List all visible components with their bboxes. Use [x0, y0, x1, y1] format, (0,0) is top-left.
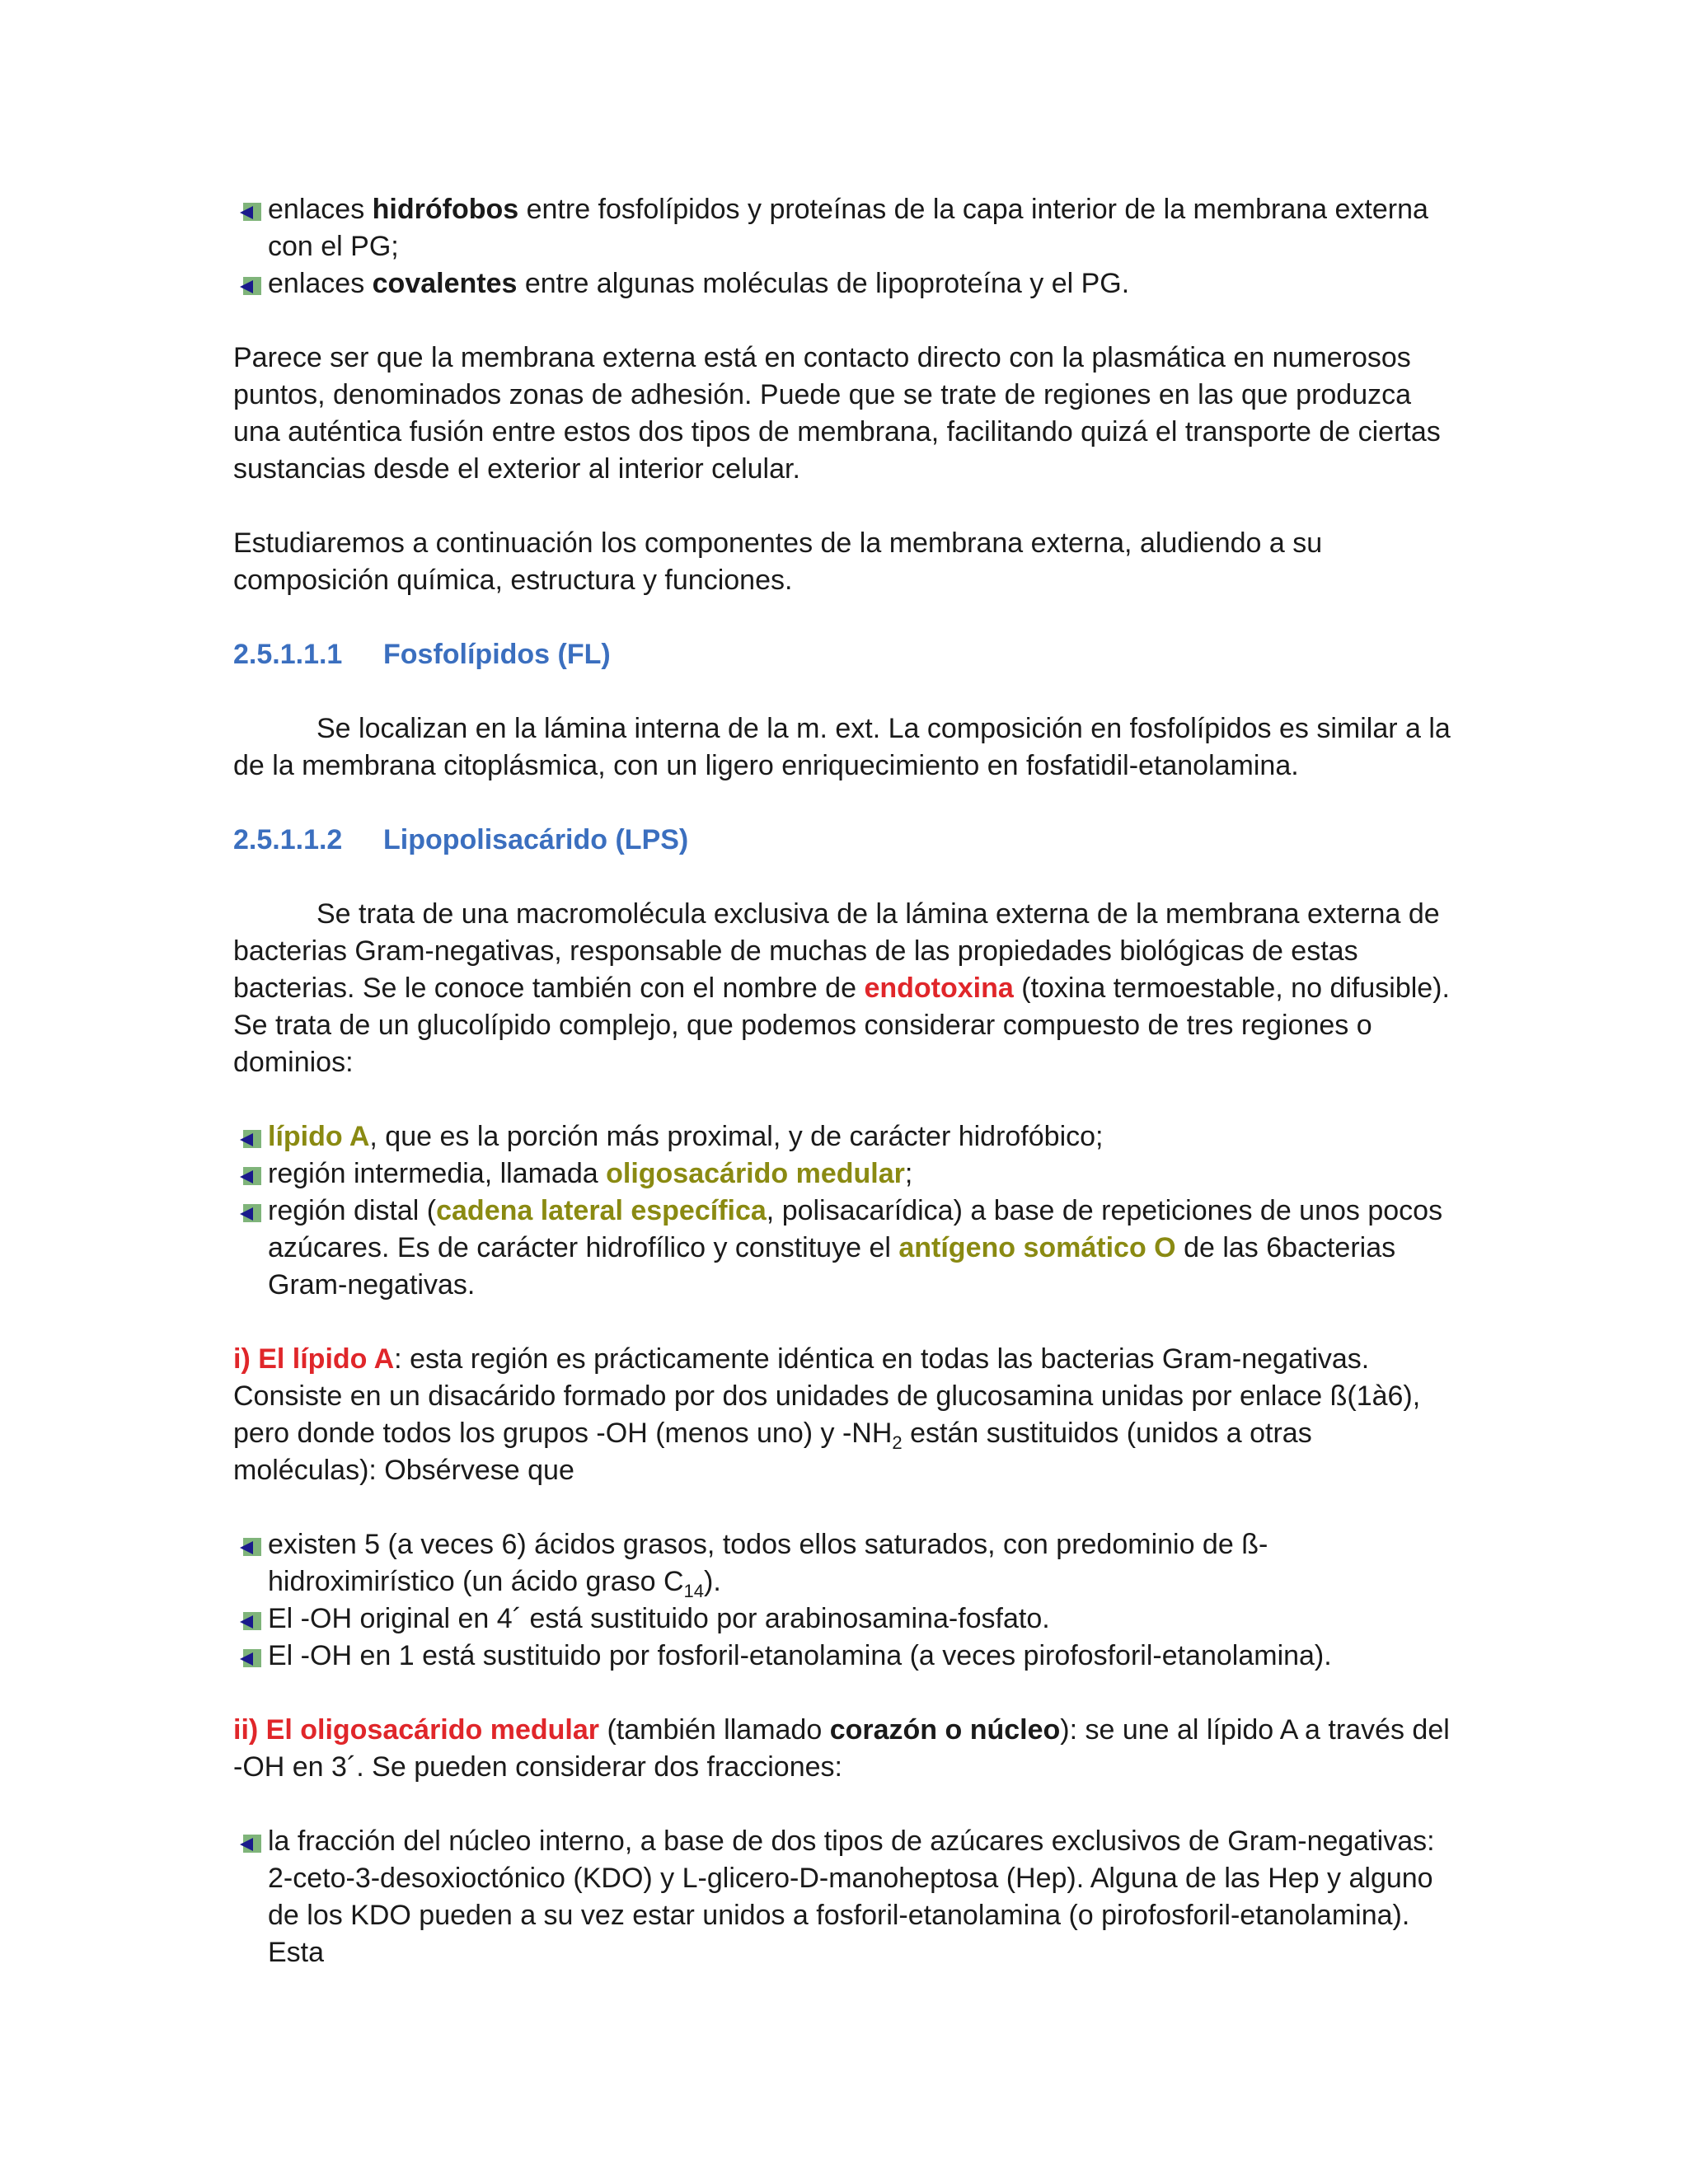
highlight-term: endotoxina	[864, 972, 1014, 1004]
text-run: enlaces	[268, 268, 373, 299]
bold-term: covalentes	[372, 268, 518, 299]
section-number: 2.5.1.1.2	[233, 824, 343, 855]
paragraph-lipido-a	[233, 1341, 1453, 1489]
bullet-arrow-icon	[240, 1649, 261, 1667]
text-run: : esta región es prácticamente idéntica en todas las bacterias Gram-negativas. Consiste en un disacárido formado por dos unidades de glucosamina unidas por enlace ß(1à6), pero donde todos los grupos -OH (menos uno) y -NH	[233, 1343, 1421, 1449]
text-run: El -OH en 1 está sustituido por fosforil-etanolamina (a veces pirofosforil-etanolamina).	[268, 1640, 1332, 1671]
text-run: región distal (	[268, 1195, 437, 1226]
text-run: entre algunas moléculas de lipoproteína y el PG.	[517, 268, 1130, 299]
highlight-term: oligosacárido medular	[606, 1158, 905, 1189]
text-run: de las 6bacterias Gram-negativas.	[268, 1232, 1396, 1301]
bullet-arrow-icon	[240, 1538, 261, 1556]
bold-term: hidrófobos	[372, 194, 519, 225]
subscript: 2	[892, 1432, 903, 1453]
highlight-term: ii) El oligosacárido medular	[233, 1714, 599, 1746]
section-title: Lipopolisacárido (LPS)	[383, 824, 689, 855]
bullet-arrow-icon	[240, 1167, 261, 1185]
bullet-item	[233, 1601, 1453, 1638]
bullet-item	[233, 1638, 1453, 1675]
text-run: entre fosfolípidos y proteínas de la capa interior de la membrana externa con el PG;	[268, 194, 1428, 262]
section-title: Fosfolípidos (FL)	[383, 639, 611, 670]
paragraph-estudiaremos: Estudiaremos a continuación los componentes de la membrana externa, aludiendo a su composición química, estructura y funciones.	[233, 527, 1323, 596]
text-run: , polisacarídica) a base de repeticiones de unos pocos azúcares. Es de carácter hidrofílico y constituye el	[268, 1195, 1443, 1263]
text-run: enlaces	[268, 194, 373, 225]
bullet-item	[233, 191, 1453, 265]
bullet-item	[233, 1118, 1453, 1155]
text-run: ).	[704, 1566, 721, 1597]
paragraph-lps	[233, 896, 1453, 1081]
text-run: región intermedia, llamada	[268, 1158, 607, 1189]
bullet-arrow-icon	[240, 1835, 261, 1853]
page-content	[233, 191, 1453, 1971]
bullet-item	[233, 1526, 1453, 1601]
section-heading-lps	[233, 822, 1453, 859]
bullet-arrow-icon	[240, 1612, 261, 1630]
text-run: El -OH original en 4´ está sustituido por arabinosamina-fosfato.	[268, 1603, 1050, 1634]
highlight-term: i) El lípido A	[233, 1343, 395, 1375]
text-run: ): se une al lípido A a través del -OH en 3´. Se pueden considerar dos fracciones:	[233, 1714, 1450, 1783]
bullet-arrow-icon	[240, 277, 261, 295]
text-run: la fracción del núcleo interno, a base de dos tipos de azúcares exclusivos de Gram-negativas: 2-ceto-3-desoxioctónico (KDO) y L-glicero-D-manoheptosa (Hep). Alguna de las Hep y alguno de los KDO pueden a su vez estar unidos a fosforil-etanolamina (o pirofosforil-etanolamina). Esta	[268, 1825, 1435, 1968]
highlight-term: cadena lateral específica	[436, 1195, 767, 1226]
bold-term: corazón o núcleo	[829, 1714, 1061, 1746]
paragraph-adhesion: Parece ser que la membrana externa está en contacto directo con la plasmática en numerosos puntos, denominados zonas de adhesión. Puede que se trate de regiones en las que produzca una auténtica fusión entre estos dos tipos de membrana, facilitando quizá el transporte de ciertas sustancias desde el exterior al interior celular.	[233, 342, 1441, 485]
section-number: 2.5.1.1.1	[233, 639, 343, 670]
bullet-item	[233, 265, 1453, 302]
text-run: están sustituidos (unidos a otras moléculas): Obsérvese que	[233, 1418, 1312, 1486]
text-run: (toxina termoestable, no difusible). Se trata de un glucolípido complejo, que podemos considerar compuesto de tres regiones o dominios:	[233, 972, 1450, 1078]
paragraph-fosfolipidos: Se localizan en la lámina interna de la m. ext. La composición en fosfolípidos es similar a la de la membrana citoplásmica, con un ligero enriquecimiento en fosfatidil-etanolamina.	[233, 713, 1451, 781]
paragraph-oligosacarido	[233, 1712, 1453, 1786]
section-heading-fosfolipidos	[233, 636, 1453, 673]
bullet-item	[233, 1193, 1453, 1304]
text-run: (también llamado	[599, 1714, 830, 1746]
bullet-arrow-icon	[240, 1204, 261, 1222]
bullet-item	[233, 1823, 1453, 1971]
bullet-item	[233, 1155, 1453, 1193]
highlight-term: antígeno somático O	[898, 1232, 1176, 1263]
bullet-arrow-icon	[240, 203, 261, 221]
bullet-arrow-icon	[240, 1130, 261, 1148]
highlight-term: lípido A	[268, 1121, 370, 1152]
subscript: 14	[683, 1580, 705, 1601]
text-run: ;	[904, 1158, 913, 1189]
text-run: existen 5 (a veces 6) ácidos grasos, todos ellos saturados, con predominio de ß-hidroximirístico (un ácido graso C	[268, 1529, 1268, 1597]
text-run: , que es la porción más proximal, y de carácter hidrofóbico;	[369, 1121, 1104, 1152]
text-run: Se trata de una macromolécula exclusiva de la lámina externa de la membrana externa de bacterias Gram-negativas, responsable de muchas de las propiedades biológicas de estas bacterias. Se le conoce también con el nombre de	[233, 898, 1440, 1004]
